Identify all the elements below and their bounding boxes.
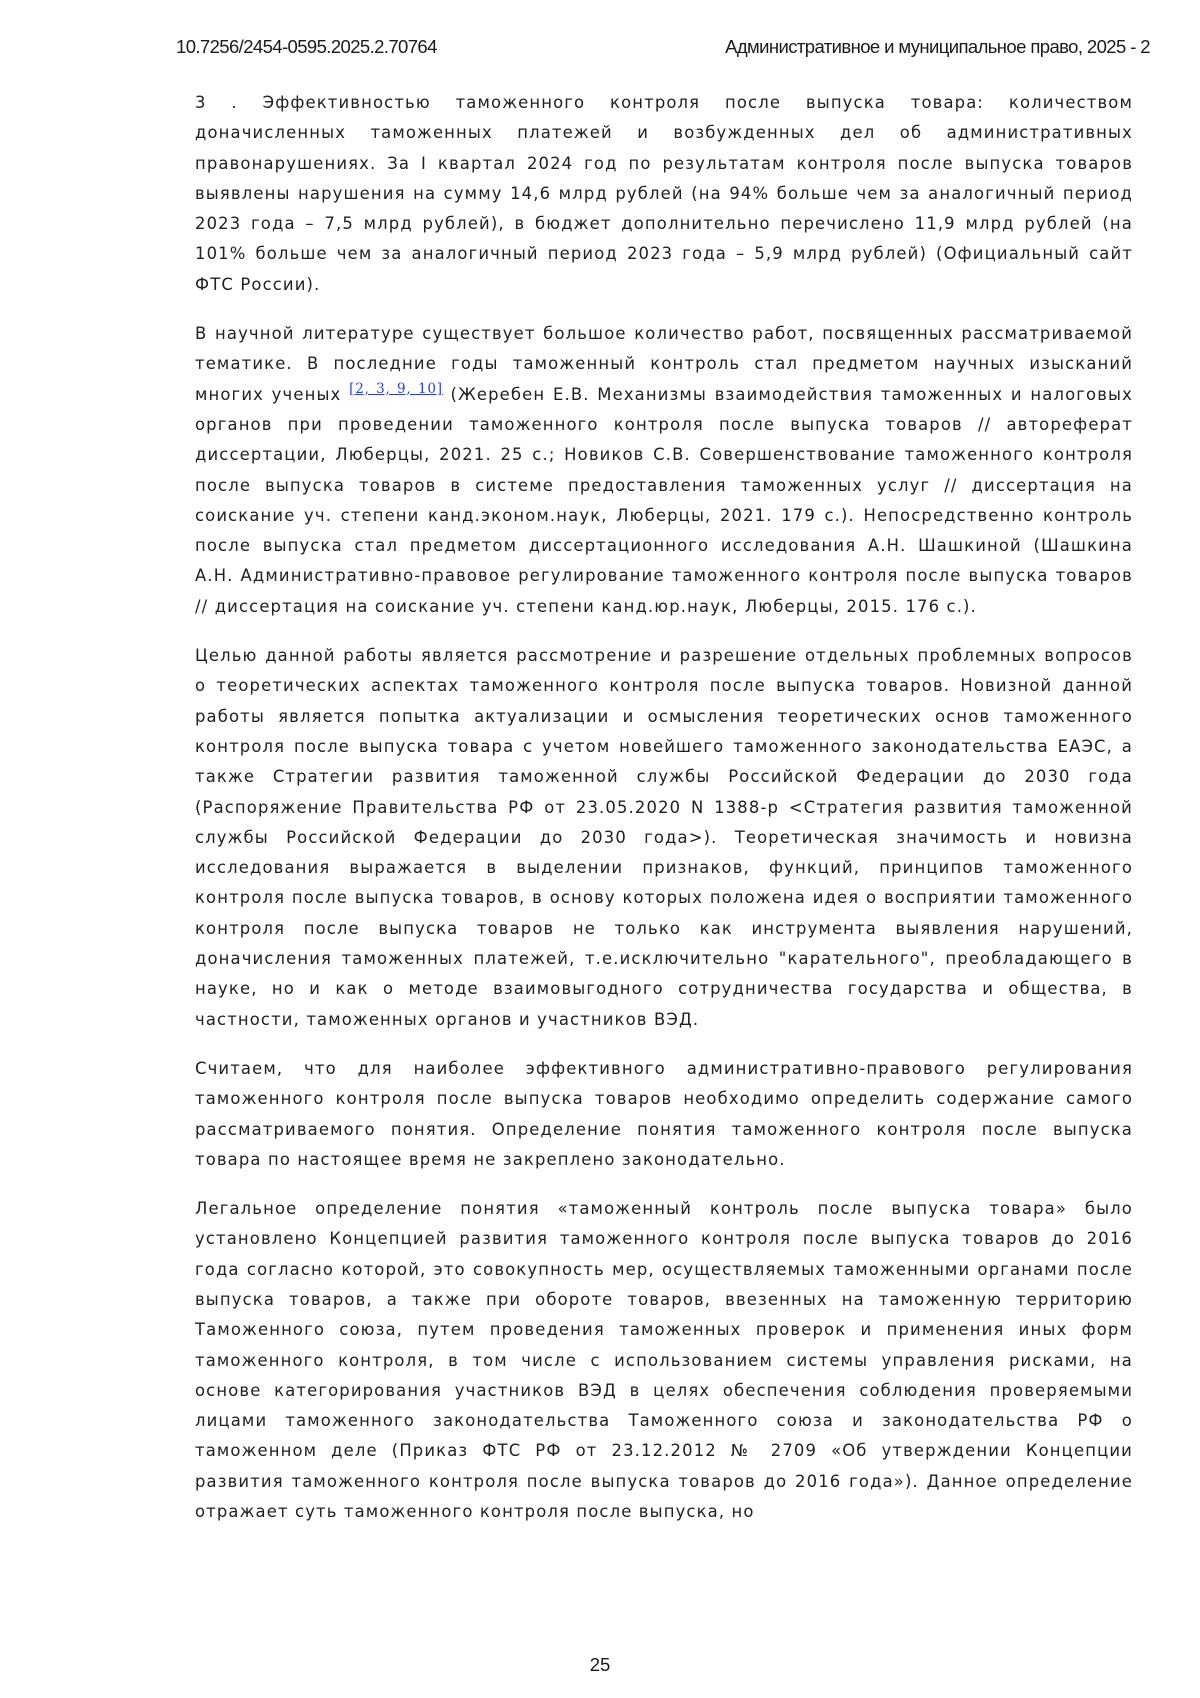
paragraph-literature	[195, 319, 1133, 622]
paragraph-literature-text-start: В научной литературе существует большое количество работ, посвященных рассматриваемой тематике. В последние годы таможенный контроль стал предметом научных изысканий многих ученых	[195, 324, 1133, 404]
article-body	[195, 88, 1133, 1546]
page-header	[176, 36, 1150, 62]
citation-link[interactable]: [2, 3, 9, 10]	[349, 381, 443, 397]
paragraph-purpose: Целью данной работы является рассмотрение и разрешение отдельных проблемных вопросов о теоретических аспектах таможенного контроля после выпуска товаров. Новизной данной работы является попытка актуализации и осмысления теоретических основ таможенного контроля после выпуска товара с учетом новейшего таможенного законодательства ЕАЭС, а также Стратегии развития таможенной службы Российской Федерации до 2030 года (Распоряжение Правительства РФ от 23.05.2020 N 1388-р <Стратегия развития таможенной службы Российской Федерации до 2030 года>). Теоретическая значимость и новизна исследования выражается в выделении признаков, функций, принципов таможенного контроля после выпуска товаров, в основу которых положена идея о восприятии таможенного контроля после выпуска товаров не только как инструмента выявления нарушений, доначисления таможенных платежей, т.е.исключительно "карательного", преобладающего в науке, но и как о методе взаимовыгодного сотрудничества государства и общества, в частности, таможенных органов и участников ВЭД.	[195, 641, 1133, 1035]
page-number: 25	[0, 1654, 1200, 1676]
journal-title: Административное и муниципальное право, 2025 - 2	[725, 36, 1150, 58]
paragraph-efficiency: 3 . Эффективностью таможенного контроля после выпуска товара: количеством доначисленных таможенных платежей и возбужденных дел об административных правонарушениях. За I квартал 2024 год по результатам контроля после выпуска товаров выявлены нарушения на сумму 14,6 млрд рублей (на 94% больше чем за аналогичный период 2023 года – 7,5 млрд рублей), в бюджет дополнительно перечислено 11,9 млрд рублей (на 101% больше чем за аналогичный период 2023 года – 5,9 млрд рублей) (Официальный сайт ФТС России).	[195, 88, 1133, 300]
paragraph-legal-definition: Легальное определение понятия «таможенный контроль после выпуска товара» было установлено Концепцией развития таможенного контроля после выпуска товаров до 2016 года согласно которой, это совокупность мер, осуществляемых таможенными органами после выпуска товаров, а также при обороте товаров, ввезенных на таможенную территорию Таможенного союза, путем проведения таможенных проверок и применения иных форм таможенного контроля, в том числе с использованием системы управления рисками, на основе категорирования участников ВЭД в целях обеспечения соблюдения проверяемыми лицами таможенного законодательства Таможенного союза и законодательства РФ о таможенном деле (Приказ ФТС РФ от 23.12.2012 № 2709 «Об утверждении Концепции развития таможенного контроля после выпуска товаров до 2016 года»). Данное определение отражает суть таможенного контроля после выпуска, но	[195, 1194, 1133, 1527]
doi-label: 10.7256/2454-0595.2025.2.70764	[176, 36, 437, 58]
paragraph-definition-need: Считаем, что для наиболее эффективного административно-правового регулирования таможенного контроля после выпуска товаров необходимо определить содержание самого рассматриваемого понятия. Определение понятия таможенного контроля после выпуска товара по настоящее время не закреплено законодательно.	[195, 1054, 1133, 1175]
paragraph-literature-text-end: (Жеребен Е.В. Механизмы взаимодействия таможенных и налоговых органов при проведении таможенного контроля после выпуска товаров // автореферат диссертации, Люберцы, 2021. 25 с.; Новиков С.В. Совершенствование таможенного контроля после выпуска товаров в системе предоставления таможенных услуг // диссертация на соискание уч. степени канд.эконом.наук, Люберцы, 2021. 179 с.). Непосредственно контроль после выпуска стал предметом диссертационного исследования А.Н. Шашкиной (Шашкина А.Н. Административно-правовое регулирование таможенного контроля после выпуска товаров // диссертация на соискание уч. степени канд.юр.наук, Люберцы, 2015. 176 с.).	[195, 385, 1133, 616]
